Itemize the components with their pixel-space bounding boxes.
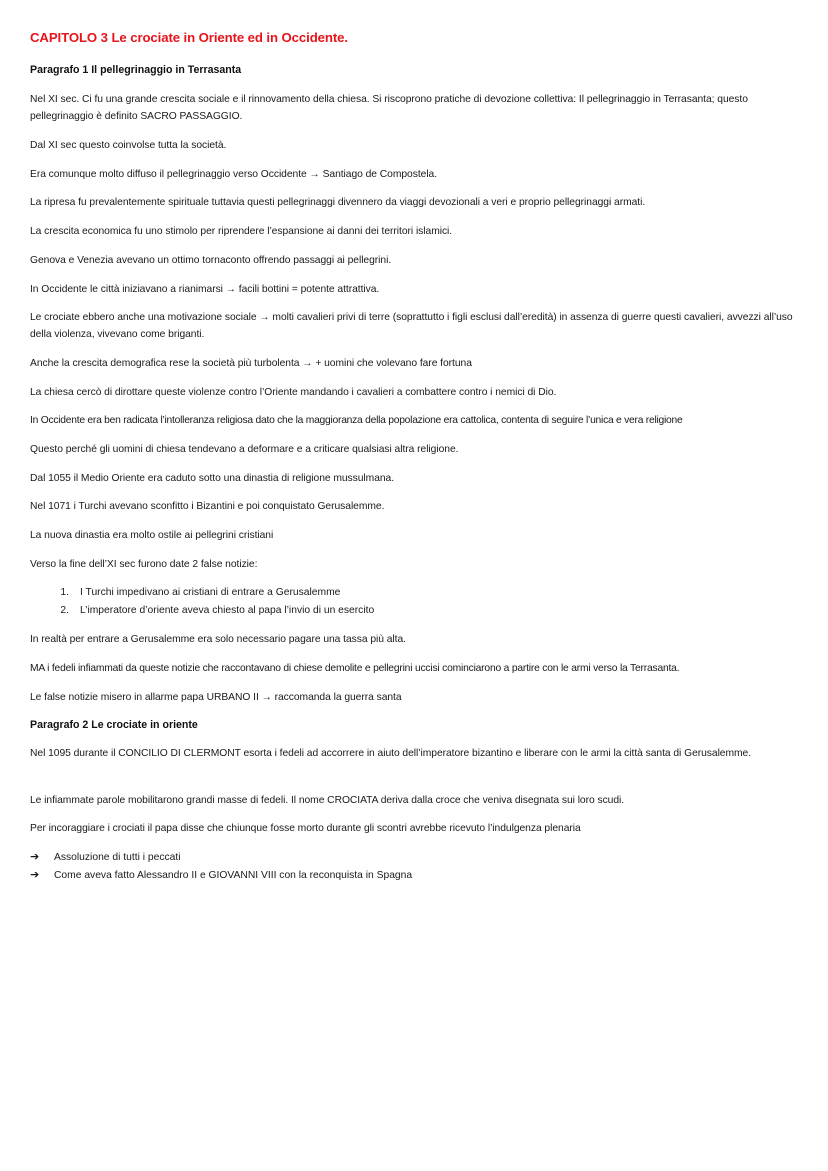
paragraph: La crescita economica fu uno stimolo per riprendere l’espansione ai danni dei territori islamici. [30,226,453,237]
paragraph: Verso la fine dell’XI sec furono date 2 false notizie: [30,559,258,570]
section-1-heading: Paragrafo 1 Il pellegrinaggio in Terrasanta [30,64,242,76]
arrow-right-icon: ➔ [30,851,40,863]
paragraph: Per incoraggiare i crociati il papa disse che chiunque fosse morto durante gli scontri avrebbe ricevuto l’indulgenza plenaria [30,823,581,834]
paragraph: Nel XI sec. Ci fu una grande crescita sociale e il rinnovamento della chiesa. Si riscoprono pratiche di devozione collettiva: Il pellegrinaggio in Terrasanta; questo pellegrinaggio è definito SACRO PASSAGGIO. [30,94,748,122]
paragraph: MA i fedeli infiammati da queste notizie che raccontavano di chiese demolite e pellegrini uccisi cominciarono a partire con le armi verso la Terrasanta. [30,663,680,674]
paragraph: In Occidente era ben radicata l’intolleranza religiosa dato che la maggioranza della popolazione era cattolica, contenta di seguire l’unica e vera religione [30,415,683,426]
paragraph: Le false notizie misero in allarme papa URBANO II → raccomanda la guerra santa [30,692,402,703]
paragraph: La nuova dinastia era molto ostile ai pellegrini cristiani [30,530,274,541]
paragraph: Genova e Venezia avevano un ottimo tornaconto offrendo passaggi ai pellegrini. [30,255,392,266]
list-number: 2. [60,605,69,616]
paragraph: La chiesa cercò di dirottare queste violenze contro l’Oriente mandando i cavalieri a combattere contro i nemici di Dio. [30,387,557,398]
paragraph: Era comunque molto diffuso il pellegrinaggio verso Occidente → Santiago de Compostela. [30,169,438,180]
paragraph: In realtà per entrare a Gerusalemme era solo necessario pagare una tassa più alta. [30,634,406,645]
paragraph: Questo perché gli uomini di chiesa tendevano a deformare e a criticare qualsiasi altra religione. [30,444,459,455]
list-text: L’imperatore d’oriente aveva chiesto al papa l’invio di un esercito [80,605,375,616]
list-text: Come aveva fatto Alessandro II e GIOVANNI VIII con la reconquista in Spagna [54,870,413,881]
arrow-right-icon: ➔ [30,869,40,881]
paragraph: Nel 1071 i Turchi avevano sconfitto i Bizantini e poi conquistato Gerusalemme. [30,501,385,512]
list-number: 1. [60,587,69,598]
paragraph: Nel 1095 durante il CONCILIO DI CLERMONT esorta i fedeli ad accorrere in aiuto dell’imperatore bizantino e liberare con le armi la città santa di Gerusalemme. [30,748,752,759]
paragraph: Le infiammate parole mobilitarono grandi masse di fedeli. Il nome CROCIATA deriva dalla croce che veniva disegnata sui loro scudi. [30,795,625,806]
chapter-title: CAPITOLO 3 Le crociate in Oriente ed in Occidente. [30,30,348,45]
paragraph: Dal XI sec questo coinvolse tutta la società. [30,140,227,151]
list-text: Assoluzione di tutti i peccati [54,852,181,863]
paragraph: Dal 1055 il Medio Oriente era caduto sotto una dinastia di religione mussulmana. [30,473,395,484]
paragraph: Anche la crescita demografica rese la società più turbolenta → + uomini che volevano fare fortuna [30,358,472,369]
paragraph: La ripresa fu prevalentemente spirituale tuttavia questi pellegrinaggi divennero da viaggi devozionali a veri e proprio pellegrinaggi armati. [30,197,646,208]
paragraph: Le crociate ebbero anche una motivazione sociale → molti cavalieri privi di terre (soprattutto i figli esclusi dall’eredità) in assenza di guerre questi cavalieri, avvezzi all’uso della violenza, vivevano come briganti. [30,312,793,340]
paragraph: In Occidente le città iniziavano a rianimarsi → facili bottini = potente attrattiva. [30,284,380,295]
list-text: I Turchi impedivano ai cristiani di entrare a Gerusalemme [80,587,341,598]
section-2-heading: Paragrafo 2 Le crociate in oriente [30,719,198,731]
